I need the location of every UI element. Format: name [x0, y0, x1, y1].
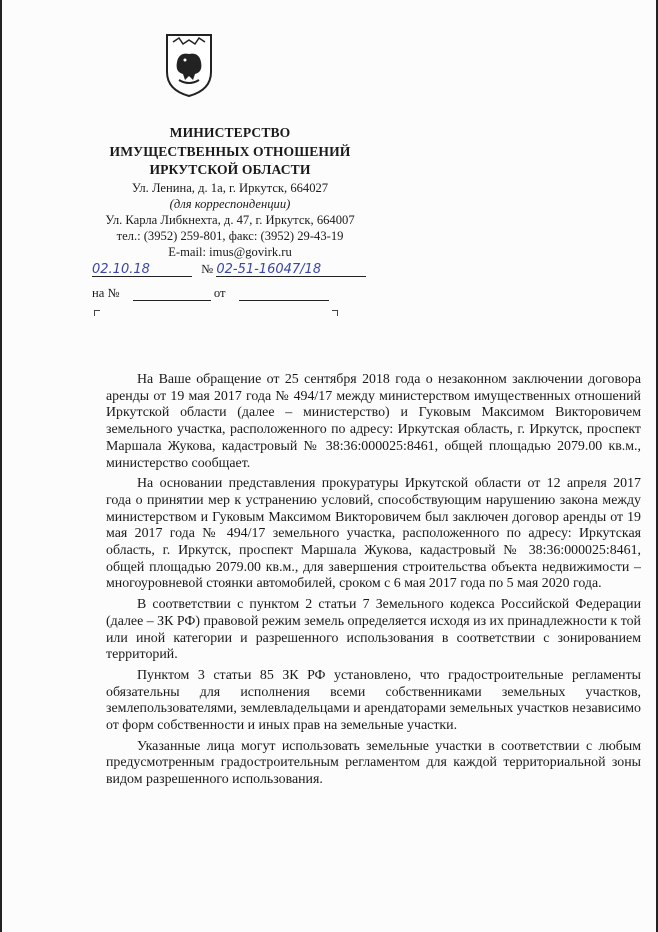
email: E-mail: imus@govirk.ru — [168, 245, 292, 260]
number-sign: № — [201, 262, 214, 276]
org-name-line: ИРКУТСКОЙ ОБЛАСТИ — [149, 162, 311, 177]
correspondence-label: (для корреспонденции) — [169, 196, 291, 211]
body-paragraph: На Ваше обращение от 25 сентября 2018 года о незаконном заключении договора аренды от 19 мая 2017 года № 494/17 между министерством имущественных отношений Иркутской области (далее – министерство) и Гуковым Максимом Викторовичем земельного участка, расположенного по адресу: Иркутская область, г. Иркутск, проспект Маршала Жукова, кадастровый № 38:36:000025:8461, общей площадью 2079.00 кв.м., министерство сообщает. — [106, 372, 641, 471]
reply-date-blank — [239, 286, 329, 301]
reply-number-blank — [133, 286, 211, 301]
body-paragraph: Пунктом 3 статьи 85 ЗК РФ установлено, что градостроительные регламенты обязательны для исполнения всеми собственниками земельных участков, землепользователями, землевладельцами и арендаторами земельных участков независимо от форм собственности и иных прав на земельные участки. — [106, 667, 641, 734]
sender-header — [80, 124, 380, 261]
org-name-line: МИНИСТЕРСТВО — [169, 125, 291, 140]
addressee-corner-mark — [332, 310, 338, 316]
addressee-corner-mark — [94, 310, 100, 316]
from-label: от — [213, 286, 226, 300]
reply-to-label: на № — [92, 286, 120, 300]
reg-date: 02.10.18 — [92, 262, 150, 277]
address: Ул. Ленина, д. 1а, г. Иркутск, 664027 — [131, 180, 329, 195]
body-paragraph: На основании представления прокуратуры Иркутской области от 12 апреля 2017 года о принятии мер к устранению условий, способствующим нарушению закона между министерством и Гуковым Максимом Викторовичем был заключен договор аренды от 19 мая 2017 года № 494/17 земельного участка, расположенного по адресу: Иркутская область, г. Иркутск, проспект Маршала Жукова, кадастровый № 38:36:000025:8461, общей площадью 2079.00 кв.м., для завершения строительства объекта недвижимости – многоуровневой стоянки автомобилей, сроком с 6 мая 2017 года по 5 мая 2020 года. — [106, 476, 641, 592]
coat-of-arms-icon — [165, 32, 213, 98]
registration-line — [92, 262, 366, 277]
correspondence-address: Ул. Карла Либкнехта, д. 47, г. Иркутск, 664007 — [105, 212, 355, 227]
org-name-line: ИМУЩЕСТВЕННЫХ ОТНОШЕНИЙ — [109, 143, 351, 159]
body-paragraph: В соответствии с пунктом 2 статьи 7 Земельного кодекса Российской Федерации (далее – ЗК РФ) правовой режим земель определяется исходя из их принадлежности к той или иной категории и разрешенного использования в соответствии с зонированием территорий. — [106, 597, 641, 663]
body-paragraph: Указанные лица могут использовать земельные участки в соответствии с любым предусмотренным градостроительным регламентом для каждой территориальной зоны видом разрешенного использования. — [106, 738, 641, 788]
reg-number: 02-51-16047/18 — [216, 262, 322, 277]
reg-number-field — [216, 262, 366, 277]
reg-date-field — [92, 262, 192, 277]
letter-body — [106, 372, 641, 793]
reply-to-line — [92, 286, 329, 301]
phone-fax: тел.: (3952) 259-801, факс: (3952) 29-43-19 — [116, 229, 344, 244]
scan-left-edge — [0, 0, 2, 932]
